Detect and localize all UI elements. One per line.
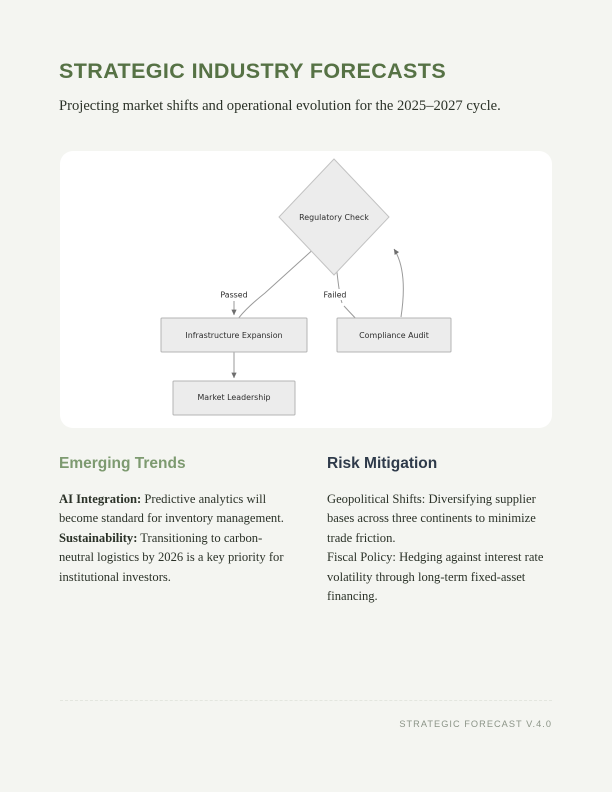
flowchart-svg bbox=[60, 151, 552, 428]
footer-label: STRATEGIC FORECAST V.4.0 bbox=[399, 719, 552, 729]
column-body-emerging-trends bbox=[59, 490, 285, 588]
flowchart-card bbox=[60, 151, 552, 428]
list-item bbox=[327, 548, 553, 607]
list-item bbox=[59, 490, 285, 529]
edge-fail-back-to-decision bbox=[394, 249, 403, 317]
entry-term: Fiscal Policy: bbox=[327, 550, 396, 565]
column-body-risk-mitigation bbox=[327, 490, 553, 607]
entry-text: Hedging against interest rate volatility through long-term fixed-asset financing. bbox=[327, 550, 544, 604]
entry-term: AI Integration: bbox=[59, 491, 142, 506]
list-item bbox=[59, 529, 285, 588]
node-label-compliance-audit: Compliance Audit bbox=[359, 331, 429, 340]
column-heading-emerging-trends: Emerging Trends bbox=[59, 455, 186, 472]
entry-term: Geopolitical Shifts: bbox=[327, 491, 426, 506]
column-emerging-trends bbox=[59, 455, 285, 607]
node-label-market-leadership: Market Leadership bbox=[197, 393, 271, 402]
list-item bbox=[327, 490, 553, 549]
entry-text: Diversifying supplier bases across three continents to minimize trade friction. bbox=[327, 491, 536, 545]
page-title: STRATEGIC INDUSTRY FORECASTS bbox=[59, 59, 447, 83]
edge-label-failed: Failed bbox=[323, 290, 347, 300]
insight-columns bbox=[59, 455, 553, 607]
column-risk-mitigation bbox=[327, 455, 553, 607]
column-heading-risk-mitigation: Risk Mitigation bbox=[327, 455, 438, 472]
node-label-infrastructure-expansion: Infrastructure Expansion bbox=[185, 331, 283, 340]
page-subtitle: Projecting market shifts and operational evolution for the 2025–2027 cycle. bbox=[59, 98, 501, 114]
entry-text: Transitioning to carbon-neutral logistics by 2026 is a key priority for institutional investors. bbox=[59, 530, 284, 584]
entry-term: Sustainability: bbox=[59, 530, 138, 545]
node-label-regulatory-check: Regulatory Check bbox=[299, 213, 369, 222]
edge-label-passed: Passed bbox=[220, 290, 248, 300]
entry-text: Predictive analytics will become standard for inventory management. bbox=[59, 491, 284, 526]
footer-divider bbox=[60, 700, 552, 701]
